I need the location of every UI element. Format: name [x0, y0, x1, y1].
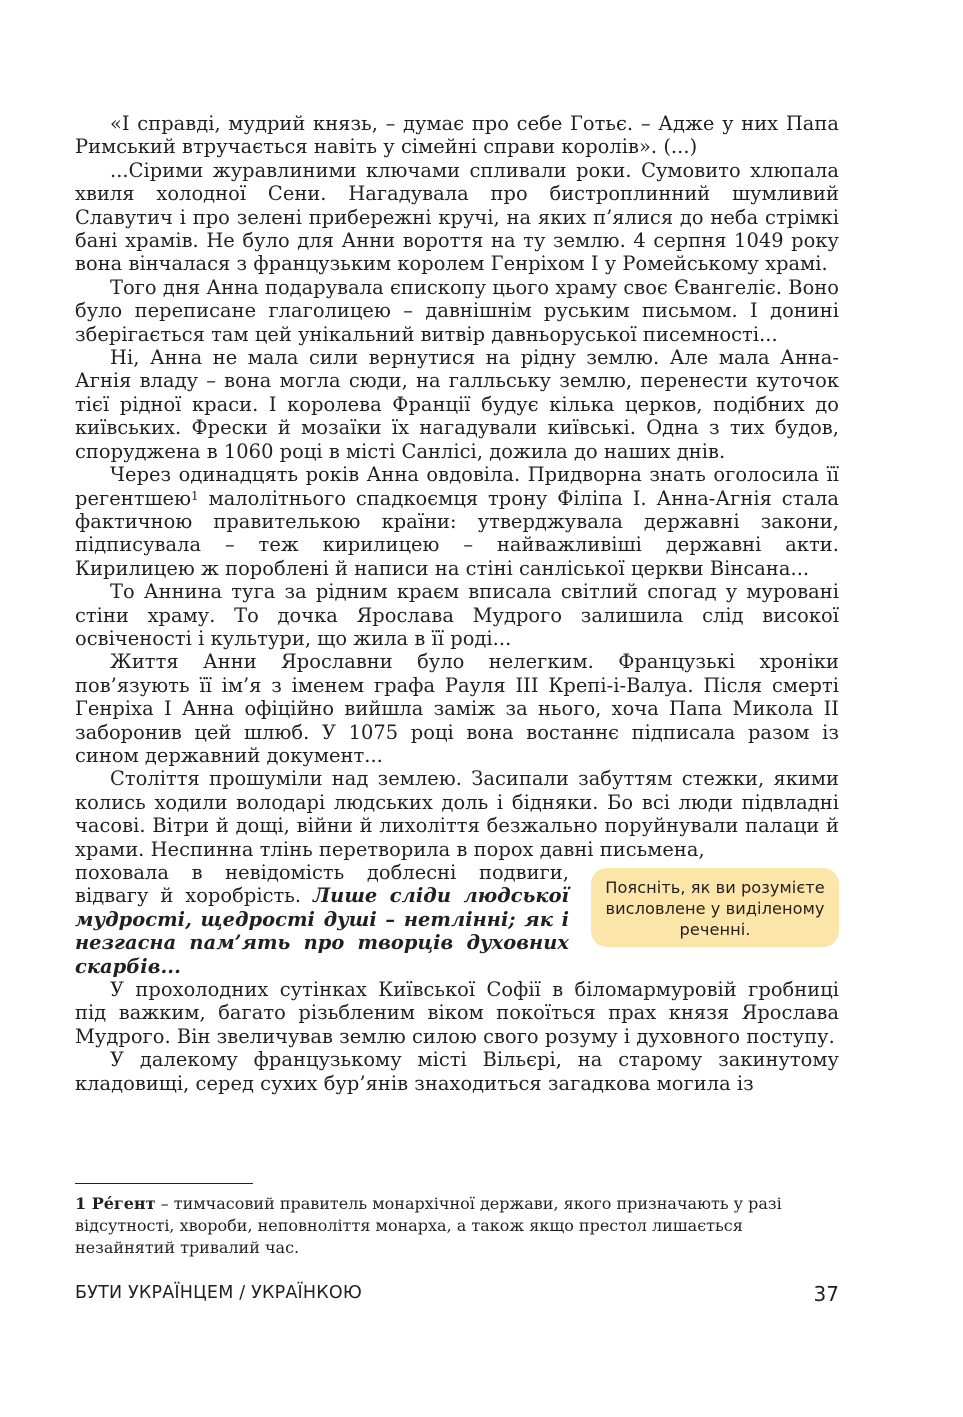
question-callout: Поясніть, як ви розумієте висловлене у виділеному реченні.	[591, 868, 839, 947]
footnote-reference[interactable]: 1	[191, 488, 199, 503]
paragraph-text: малолітнього спадкоємця трону Філіпа І. Анна-Агнія стала фактичною правителькою країни: утверджувала державні закони, підписувала – теж кирилицею – найважливіші державні акти. Кирилицею ж пороблені й написи на стіні санліської церкви Вінсана...	[75, 486, 839, 580]
paragraph: Життя Анни Ярославни було нелегким. Французькі хроніки пов’язують її ім’я з іменем графа Рауля III Крепі-і-Валуа. Після смерті Генріха I Анна офіційно вийшла заміж за нього, хоча Папа Микола II заборонив цей шлюб. У 1075 році вона востаннє підписала разом із сином державний документ...	[75, 650, 839, 767]
footnote-divider	[75, 1183, 253, 1184]
main-text	[75, 112, 839, 1095]
paragraph-text: Через одинадцять років Анна овдовіла. Придворна знать оголосила її регентшею	[75, 463, 839, 510]
paragraph-with-aside	[75, 861, 839, 978]
footnote	[75, 1193, 835, 1259]
page-number: 37	[813, 1282, 839, 1306]
paragraph: Століття прошуміли над землею. Засипали забуттям стежки, якими колись ходили володарі людських доль і бідняки. Бо всі люди підвладні часові. Вітри й дощі, війни й лихоліття безжально поруйнували палаци й храми. Неспинна тлінь перетворила в порох давні письмена,	[75, 767, 839, 861]
paragraph: У прохолодних сутінках Київської Софії в біломармуровій гробниці під важким, багато різьбленим віком покоїться прах князя Ярослава Мудрого. Він звеличував землю силою свого розуму і духовного поступу.	[75, 978, 839, 1048]
paragraph: Ні, Анна не мала сили вернутися на рідну землю. Але мала Анна-Агнія владу – вона могла сюди, на галльську землю, перенести куточок тієї рідної краси. І королева Франції будує кілька церков, подібних до київських. Фрески й мозаїки їх нагадували київські. Одна з тих будов, споруджена в 1060 році в місті Санлісі, дожила до наших днів.	[75, 346, 839, 463]
paragraph: То Аннина туга за рідним краєм вписала світлий спогад у муровані стіни храму. То дочка Ярослава Мудрого залишила слід високої освіченості і культури, що жила в її роді...	[75, 580, 839, 650]
footnote-term: Ре́гент	[91, 1194, 156, 1213]
footnote-mark: 1	[75, 1194, 87, 1213]
running-footer-title: БУТИ УКРАЇНЦЕМ / УКРАЇНКОЮ	[75, 1283, 362, 1303]
paragraph: Того дня Анна подарувала єпископу цього храму своє Євангеліє. Воно було переписане глаголицею – давнішнім руським письмом. І донині зберігається там цей унікальний витвір давньоруської писемності...	[75, 275, 839, 346]
paragraph: «І справді, мудрий князь, – думає про себе Готьє. – Адже у них Папа Римський втручається навіть у сімейні справи королів». (...)	[75, 112, 839, 159]
footnote-definition: – тимчасовий правитель монархічної держави, якого призначають у разі відсутності, хвороби, неповноліття монарха, а також якщо престол лишається незайнятий тривалий час.	[75, 1194, 782, 1257]
paragraph	[75, 463, 839, 580]
paragraph: ...Сірими журавлиними ключами спливали роки. Сумовито хлюпала хвиля холодної Сени. Нагадувала про бистроплинний шумливий Славутич і про зелені прибережні кручі, на яких п’ялися до неба стрімкі бані храмів. Не було для Анни вороття на ту землю. 4 серпня 1049 року вона вінчалася з французьким королем Генріхом I у Ромейському храмі.	[75, 158, 839, 276]
highlighted-sentence: Лише сліди людської мудрості, щедрості душі – нетлінні; як і незгасна пам’ять про творців духовних скарбів...	[75, 884, 569, 978]
paragraph-text: поховала в невідомість доблесні подвиги, відвагу й хоробрість.	[75, 861, 569, 908]
paragraph: У далекому французькому місті Вільєрі, на старому закинутому кладовищі, серед сухих бур’янів знаходиться загадкова могила із	[75, 1048, 839, 1095]
